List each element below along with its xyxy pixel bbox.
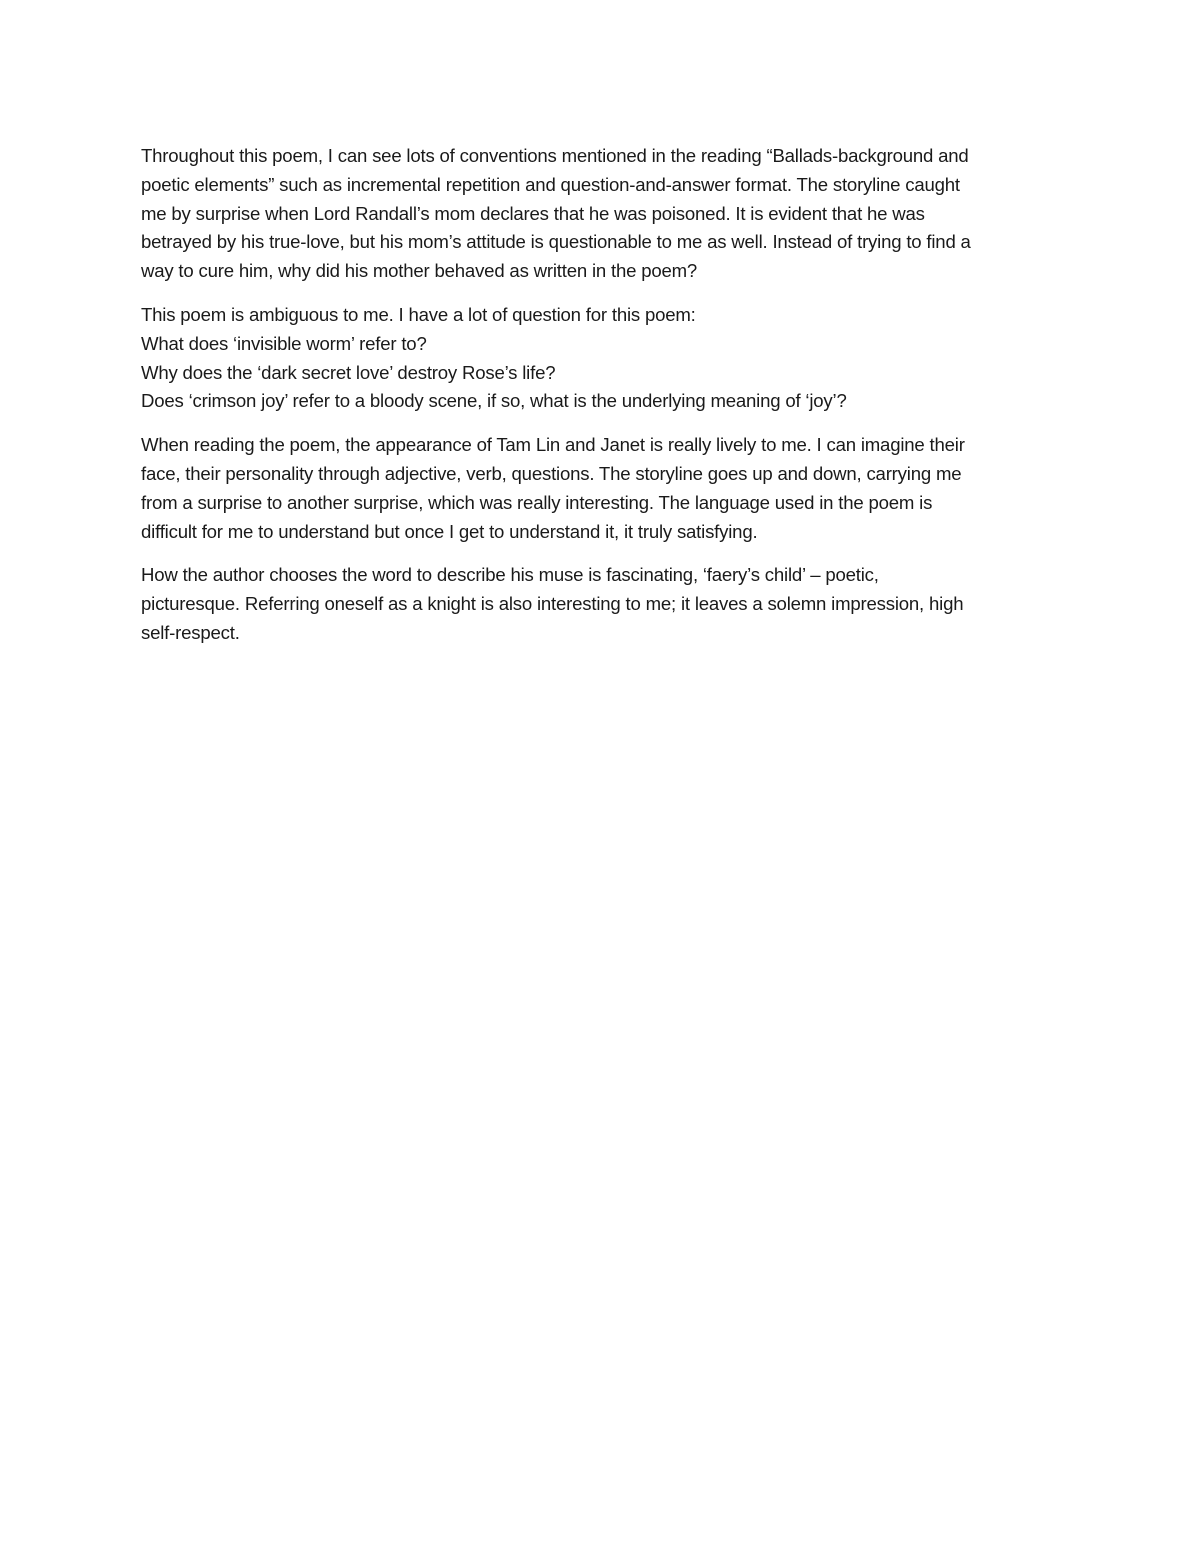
text-line: poetic elements” such as incremental repetition and question-and-answer format. The storyline caught (141, 173, 960, 195)
text-line: face, their personality through adjective, verb, questions. The storyline goes up and down, carrying me (141, 462, 962, 484)
text-line: How the author chooses the word to describe his muse is fascinating, ‘faery’s child’ – poetic, (141, 564, 879, 586)
text-line: from a surprise to another surprise, which was really interesting. The language used in the poem is (141, 491, 933, 513)
text-line: This poem is ambiguous to me. I have a lot of question for this poem: (141, 303, 696, 325)
text-line: Why does the ‘dark secret love’ destroy Rose’s life? (141, 361, 556, 383)
text-line: me by surprise when Lord Randall’s mom declares that he was poisoned. It is evident that he was (141, 202, 925, 224)
text-line: way to cure him, why did his mother behaved as written in the poem? (141, 260, 698, 282)
paragraph-faery-child (141, 561, 1066, 647)
text-line: betrayed by his true-love, but his mom’s attitude is questionable to me as well. Instead of trying to find a (141, 231, 971, 253)
paragraph-tam-lin (141, 431, 1066, 546)
text-line: Throughout this poem, I can see lots of conventions mentioned in the reading “Ballads-background and (141, 145, 969, 166)
text-line: When reading the poem, the appearance of Tam Lin and Janet is really lively to me. I can imagine their (141, 434, 965, 456)
text-line: self-respect. (141, 621, 240, 643)
text-line: What does ‘invisible worm’ refer to? (141, 332, 427, 354)
text-line: picturesque. Referring oneself as a knight is also interesting to me; it leaves a solemn impression, high (141, 593, 964, 615)
document-body (141, 142, 1066, 663)
paragraph-sick-rose (141, 301, 1066, 416)
text-line: Does ‘crimson joy’ refer to a bloody scene, if so, what is the underlying meaning of ‘joy’? (141, 390, 847, 412)
paragraph-lord-randall (141, 142, 1066, 286)
text-line: difficult for me to understand but once I get to understand it, it truly satisfying. (141, 520, 758, 542)
